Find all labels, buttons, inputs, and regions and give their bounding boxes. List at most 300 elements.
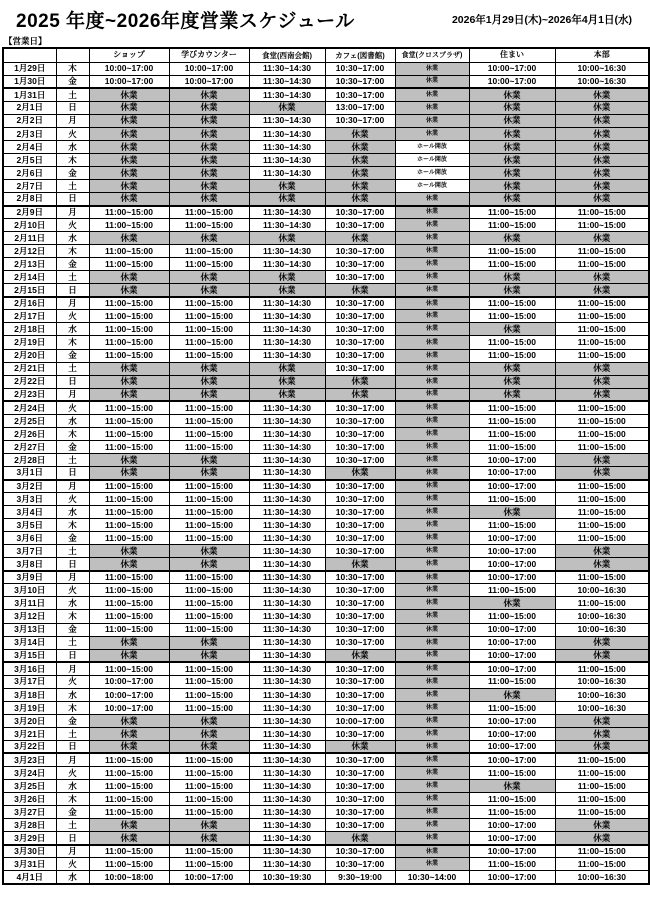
weekday-cell: 火 (56, 767, 89, 780)
schedule-cell: 10:30~17:00 (325, 597, 395, 610)
table-row (3, 793, 649, 806)
schedule-cell: 休業 (395, 819, 469, 832)
schedule-cell: 11:00~15:00 (89, 662, 169, 675)
date-cell: 2月12日 (3, 245, 56, 258)
schedule-cell: 休業 (469, 323, 555, 336)
schedule-cell: 11:00~15:00 (169, 310, 249, 323)
table-row (3, 545, 649, 558)
column-header: ショップ (89, 48, 169, 62)
date-cell: 2月7日 (3, 179, 56, 192)
schedule-cell: 休業 (249, 232, 325, 245)
schedule-cell: 休業 (395, 610, 469, 623)
weekday-cell: 火 (56, 401, 89, 414)
date-cell: 2月13日 (3, 258, 56, 271)
weekday-cell: 木 (56, 701, 89, 714)
schedule-cell: 11:00~15:00 (555, 336, 649, 349)
table-row (3, 845, 649, 858)
schedule-cell: 11:30~14:30 (249, 793, 325, 806)
schedule-cell: 10:30~17:00 (325, 767, 395, 780)
schedule-cell: 11:00~15:00 (469, 584, 555, 597)
schedule-cell: 11:30~14:30 (249, 114, 325, 127)
schedule-cell: 休業 (169, 232, 249, 245)
schedule-cell: 10:30~17:00 (325, 297, 395, 310)
schedule-cell: 11:00~15:00 (169, 427, 249, 440)
date-cell: 2月8日 (3, 192, 56, 205)
date-cell: 1月29日 (3, 62, 56, 75)
schedule-cell: 休業 (395, 323, 469, 336)
schedule-cell: 11:30~14:30 (249, 571, 325, 584)
schedule-cell: 休業 (325, 740, 395, 753)
schedule-cell: 休業 (395, 493, 469, 506)
weekday-cell: 火 (56, 858, 89, 871)
schedule-cell: 11:00~15:00 (555, 662, 649, 675)
schedule-cell: 休業 (249, 271, 325, 284)
schedule-cell: 10:30~17:00 (325, 219, 395, 232)
table-row (3, 349, 649, 362)
weekday-cell: 土 (56, 362, 89, 375)
schedule-cell: 休業 (89, 388, 169, 401)
schedule-cell: 休業 (555, 558, 649, 571)
schedule-cell: 休業 (395, 597, 469, 610)
schedule-cell: 10:30~17:00 (325, 662, 395, 675)
weekday-cell: 水 (56, 140, 89, 153)
schedule-cell: 休業 (169, 114, 249, 127)
schedule-cell: 休業 (169, 636, 249, 649)
schedule-cell: 休業 (395, 427, 469, 440)
schedule-cell: 10:30~17:00 (325, 610, 395, 623)
page-title: 2025 年度~2026年度営業スケジュール (16, 11, 355, 32)
weekday-cell: 土 (56, 545, 89, 558)
weekday-cell: 日 (56, 466, 89, 479)
weekday-cell: 土 (56, 636, 89, 649)
schedule-cell: 10:00~16:30 (555, 871, 649, 884)
schedule-cell: 休業 (169, 127, 249, 140)
schedule-cell: 休業 (555, 636, 649, 649)
weekday-cell: 金 (56, 166, 89, 179)
schedule-cell: 10:00~17:00 (169, 75, 249, 88)
schedule-cell: 11:30~14:30 (249, 414, 325, 427)
schedule-cell: 10:30~17:00 (325, 701, 395, 714)
schedule-cell: 10:30~17:00 (325, 845, 395, 858)
schedule-cell: 11:00~15:00 (89, 597, 169, 610)
schedule-cell: 10:30~17:00 (325, 506, 395, 519)
schedule-cell: 11:30~14:30 (249, 245, 325, 258)
schedule-cell: 休業 (395, 310, 469, 323)
schedule-cell: 10:00~17:00 (469, 636, 555, 649)
schedule-cell: 11:30~14:30 (249, 649, 325, 662)
date-cell: 3月9日 (3, 571, 56, 584)
schedule-cell: 11:00~15:00 (169, 584, 249, 597)
schedule-cell: 11:00~15:00 (89, 323, 169, 336)
schedule-cell: 10:30~17:00 (325, 271, 395, 284)
weekday-cell: 月 (56, 845, 89, 858)
schedule-cell: 11:00~15:00 (169, 688, 249, 701)
table-row (3, 597, 649, 610)
schedule-cell: 11:30~14:30 (249, 727, 325, 740)
column-header: 本部 (555, 48, 649, 62)
schedule-cell: 10:00~17:00 (89, 75, 169, 88)
schedule-cell: 10:00~16:30 (555, 62, 649, 75)
schedule-cell: 11:30~14:30 (249, 545, 325, 558)
schedule-cell: 10:00~17:00 (469, 740, 555, 753)
schedule-cell: 休業 (395, 414, 469, 427)
schedule-cell: 10:30~17:00 (325, 206, 395, 219)
schedule-cell: 11:00~15:00 (89, 427, 169, 440)
weekday-cell: 月 (56, 388, 89, 401)
schedule-cell: 11:30~14:30 (249, 819, 325, 832)
schedule-cell: 11:00~15:00 (469, 349, 555, 362)
schedule-cell: 11:00~15:00 (89, 506, 169, 519)
schedule-cell: 11:00~15:00 (89, 414, 169, 427)
schedule-cell: 11:00~15:00 (469, 258, 555, 271)
column-header-empty (3, 48, 56, 62)
schedule-cell: 休業 (395, 519, 469, 532)
weekday-cell: 水 (56, 414, 89, 427)
date-cell: 2月11日 (3, 232, 56, 245)
weekday-cell: 水 (56, 506, 89, 519)
schedule-cell: 11:00~15:00 (169, 206, 249, 219)
date-cell: 2月2日 (3, 114, 56, 127)
date-cell: 3月6日 (3, 532, 56, 545)
date-cell: 2月27日 (3, 440, 56, 453)
schedule-cell: 休業 (469, 597, 555, 610)
schedule-cell: 11:00~15:00 (169, 662, 249, 675)
table-row (3, 701, 649, 714)
table-row (3, 206, 649, 219)
schedule-cell: 11:00~15:00 (169, 701, 249, 714)
schedule-cell: 休業 (395, 219, 469, 232)
schedule-cell: 11:30~14:30 (249, 349, 325, 362)
schedule-cell: 11:00~15:00 (469, 245, 555, 258)
date-cell: 2月6日 (3, 166, 56, 179)
schedule-cell: 休業 (89, 140, 169, 153)
table-row (3, 649, 649, 662)
schedule-cell: 休業 (325, 192, 395, 205)
table-row (3, 284, 649, 297)
schedule-cell: 11:00~15:00 (89, 806, 169, 819)
schedule-cell: 休業 (89, 819, 169, 832)
schedule-cell: 休業 (249, 179, 325, 192)
table-row (3, 375, 649, 388)
schedule-cell: 11:00~15:00 (555, 427, 649, 440)
schedule-cell: 休業 (395, 245, 469, 258)
schedule-cell: 10:30~17:00 (325, 793, 395, 806)
date-cell: 2月15日 (3, 284, 56, 297)
schedule-cell: 10:00~17:00 (469, 649, 555, 662)
schedule-cell: 10:00~16:30 (555, 701, 649, 714)
weekday-cell: 金 (56, 349, 89, 362)
schedule-cell: 10:00~16:30 (555, 623, 649, 636)
schedule-cell: 11:00~15:00 (555, 414, 649, 427)
schedule-cell: 11:30~14:30 (249, 558, 325, 571)
schedule-cell: 10:00~17:00 (469, 623, 555, 636)
schedule-cell: 休業 (89, 192, 169, 205)
weekday-cell: 日 (56, 558, 89, 571)
schedule-cell: 11:00~15:00 (89, 519, 169, 532)
schedule-cell: 休業 (395, 662, 469, 675)
schedule-cell: 休業 (325, 388, 395, 401)
schedule-cell: 11:00~15:00 (169, 806, 249, 819)
date-cell: 3月5日 (3, 519, 56, 532)
schedule-cell: 休業 (395, 701, 469, 714)
table-row (3, 519, 649, 532)
schedule-cell: 11:30~14:30 (249, 832, 325, 845)
schedule-cell: 11:00~15:00 (469, 440, 555, 453)
schedule-cell: 休業 (169, 832, 249, 845)
schedule-cell: 休業 (395, 440, 469, 453)
weekday-cell: 火 (56, 127, 89, 140)
schedule-cell: 休業 (395, 62, 469, 75)
weekday-cell: 土 (56, 179, 89, 192)
schedule-cell: 10:00~17:00 (325, 714, 395, 727)
schedule-cell: 休業 (469, 153, 555, 166)
schedule-cell: 11:00~15:00 (469, 806, 555, 819)
schedule-cell: 11:00~15:00 (555, 219, 649, 232)
schedule-cell: 11:00~15:00 (89, 532, 169, 545)
schedule-cell: 11:00~15:00 (169, 349, 249, 362)
schedule-cell: 休業 (169, 545, 249, 558)
schedule-cell: 休業 (169, 453, 249, 466)
schedule-cell: 11:00~15:00 (469, 336, 555, 349)
schedule-cell: 休業 (89, 179, 169, 192)
schedule-cell: 休業 (89, 375, 169, 388)
weekday-cell: 日 (56, 649, 89, 662)
schedule-cell: 休業 (555, 179, 649, 192)
table-row (3, 127, 649, 140)
schedule-cell: 休業 (249, 362, 325, 375)
date-cell: 3月11日 (3, 597, 56, 610)
date-range: 2026年1月29日(木)~2026年4月1日(水) (451, 14, 632, 26)
schedule-cell: 休業 (325, 284, 395, 297)
schedule-cell: 休業 (469, 101, 555, 114)
schedule-cell: 10:00~17:00 (469, 62, 555, 75)
schedule-cell: 11:00~15:00 (555, 597, 649, 610)
weekday-cell: 木 (56, 519, 89, 532)
schedule-cell: 11:00~15:00 (169, 532, 249, 545)
schedule-cell: 休業 (555, 153, 649, 166)
schedule-cell: 休業 (555, 362, 649, 375)
table-row (3, 453, 649, 466)
schedule-cell: 10:30~17:00 (325, 401, 395, 414)
schedule-cell: 休業 (89, 114, 169, 127)
schedule-cell: 10:30~17:00 (325, 453, 395, 466)
schedule-cell: 休業 (169, 740, 249, 753)
schedule-cell: 11:30~14:30 (249, 532, 325, 545)
schedule-cell: 11:00~15:00 (169, 858, 249, 871)
schedule-cell: 10:00~17:00 (89, 688, 169, 701)
schedule-cell: 休業 (395, 506, 469, 519)
schedule-cell: 11:00~15:00 (89, 245, 169, 258)
table-row (3, 232, 649, 245)
schedule-cell: 休業 (395, 675, 469, 688)
schedule-cell: 11:30~14:30 (249, 258, 325, 271)
date-cell: 3月23日 (3, 753, 56, 766)
weekday-cell: 金 (56, 532, 89, 545)
schedule-cell: 休業 (555, 714, 649, 727)
schedule-cell: 休業 (469, 362, 555, 375)
schedule-cell: 11:00~15:00 (169, 623, 249, 636)
date-cell: 3月26日 (3, 793, 56, 806)
schedule-cell: 11:30~14:30 (249, 466, 325, 479)
schedule-cell: 10:00~17:00 (169, 871, 249, 884)
schedule-cell: 11:30~14:30 (249, 584, 325, 597)
weekday-cell: 日 (56, 375, 89, 388)
schedule-cell: 休業 (395, 649, 469, 662)
schedule-cell: 10:30~17:00 (325, 584, 395, 597)
schedule-cell: 11:00~15:00 (89, 610, 169, 623)
date-cell: 3月27日 (3, 806, 56, 819)
date-cell: 3月31日 (3, 858, 56, 871)
schedule-cell: 10:30~17:00 (325, 75, 395, 88)
schedule-cell: 11:00~15:00 (169, 480, 249, 493)
schedule-cell: 11:00~15:00 (89, 858, 169, 871)
schedule-cell: 11:30~14:30 (249, 127, 325, 140)
table-row (3, 480, 649, 493)
column-header: カフェ(図書館) (325, 48, 395, 62)
schedule-cell: 11:00~15:00 (89, 571, 169, 584)
date-cell: 3月21日 (3, 727, 56, 740)
schedule-cell: 休業 (325, 127, 395, 140)
schedule-cell: 休業 (469, 780, 555, 793)
schedule-cell: 11:00~15:00 (555, 349, 649, 362)
schedule-cell: 休業 (395, 114, 469, 127)
schedule-cell: 休業 (555, 192, 649, 205)
date-cell: 2月28日 (3, 453, 56, 466)
schedule-cell: 11:00~15:00 (89, 206, 169, 219)
schedule-cell: 休業 (395, 793, 469, 806)
schedule-cell: 休業 (169, 140, 249, 153)
weekday-cell: 日 (56, 740, 89, 753)
schedule-cell: 10:30~14:00 (395, 871, 469, 884)
schedule-cell: 休業 (169, 284, 249, 297)
date-cell: 3月19日 (3, 701, 56, 714)
schedule-cell: 休業 (469, 388, 555, 401)
schedule-cell: 休業 (325, 649, 395, 662)
table-row (3, 571, 649, 584)
table-row (3, 362, 649, 375)
schedule-cell: 休業 (395, 101, 469, 114)
weekday-cell: 火 (56, 219, 89, 232)
schedule-cell: 11:30~14:30 (249, 493, 325, 506)
schedule-cell: 11:30~14:30 (249, 297, 325, 310)
schedule-cell: 11:30~14:30 (249, 662, 325, 675)
schedule-cell: 11:00~15:00 (469, 206, 555, 219)
date-cell: 3月1日 (3, 466, 56, 479)
schedule-cell: 11:00~15:00 (169, 793, 249, 806)
date-cell: 3月14日 (3, 636, 56, 649)
schedule-cell: 10:00~16:30 (555, 75, 649, 88)
schedule-cell: 11:30~14:30 (249, 597, 325, 610)
column-header: 食堂(西南会館) (249, 48, 325, 62)
schedule-cell: 休業 (395, 336, 469, 349)
table-row (3, 388, 649, 401)
schedule-cell: 休業 (249, 284, 325, 297)
schedule-cell: 11:00~15:00 (469, 793, 555, 806)
date-cell: 2月10日 (3, 219, 56, 232)
schedule-cell: 休業 (395, 858, 469, 871)
schedule-cell: 11:00~15:00 (555, 767, 649, 780)
table-row (3, 88, 649, 101)
schedule-cell: 10:00~17:00 (169, 62, 249, 75)
schedule-cell: 11:30~14:30 (249, 701, 325, 714)
schedule-cell: 休業 (555, 649, 649, 662)
schedule-cell: 休業 (89, 466, 169, 479)
schedule-cell: 10:00~17:00 (469, 753, 555, 766)
schedule-cell: 休業 (395, 714, 469, 727)
date-cell: 3月3日 (3, 493, 56, 506)
schedule-cell: 休業 (169, 819, 249, 832)
schedule-cell: 10:30~17:00 (325, 545, 395, 558)
table-row (3, 62, 649, 75)
schedule-cell: 休業 (249, 388, 325, 401)
schedule-cell: 11:00~15:00 (555, 506, 649, 519)
schedule-cell: 休業 (89, 649, 169, 662)
table-row (3, 506, 649, 519)
weekday-cell: 金 (56, 440, 89, 453)
table-row (3, 688, 649, 701)
schedule-cell: 11:00~15:00 (89, 349, 169, 362)
schedule-cell: 休業 (89, 453, 169, 466)
schedule-cell: 11:00~15:00 (469, 297, 555, 310)
schedule-cell: 休業 (169, 192, 249, 205)
schedule-cell: 11:30~14:30 (249, 427, 325, 440)
schedule-cell: 11:00~15:00 (169, 414, 249, 427)
date-cell: 2月3日 (3, 127, 56, 140)
schedule-cell: 10:30~17:00 (325, 323, 395, 336)
schedule-cell: 11:00~15:00 (555, 297, 649, 310)
schedule-cell: 休業 (89, 558, 169, 571)
schedule-cell: 11:30~14:30 (249, 610, 325, 623)
table-row (3, 179, 649, 192)
schedule-cell: 10:30~17:00 (325, 414, 395, 427)
schedule-cell: 休業 (469, 375, 555, 388)
schedule-cell: 休業 (555, 101, 649, 114)
schedule-cell: 11:30~14:30 (249, 206, 325, 219)
date-cell: 2月23日 (3, 388, 56, 401)
schedule-cell: 11:00~15:00 (555, 480, 649, 493)
schedule-cell: 11:30~14:30 (249, 219, 325, 232)
date-cell: 2月19日 (3, 336, 56, 349)
date-cell: 3月25日 (3, 780, 56, 793)
table-row (3, 675, 649, 688)
schedule-cell: 休業 (395, 284, 469, 297)
schedule-cell: 休業 (89, 153, 169, 166)
schedule-cell: 休業 (469, 166, 555, 179)
schedule-cell: 11:30~14:30 (249, 636, 325, 649)
table-row (3, 323, 649, 336)
date-cell: 2月5日 (3, 153, 56, 166)
schedule-cell: 11:00~15:00 (89, 297, 169, 310)
schedule-cell: 11:00~15:00 (169, 493, 249, 506)
schedule-cell: 11:00~15:00 (469, 610, 555, 623)
schedule-cell: 休業 (89, 545, 169, 558)
table-row (3, 493, 649, 506)
weekday-cell: 日 (56, 101, 89, 114)
table-row (3, 636, 649, 649)
schedule-cell: 休業 (395, 127, 469, 140)
schedule-cell: 10:30~17:00 (325, 688, 395, 701)
schedule-cell: 休業 (89, 101, 169, 114)
schedule-cell: 10:00~17:00 (469, 545, 555, 558)
schedule-cell: 休業 (395, 832, 469, 845)
table-row (3, 245, 649, 258)
schedule-cell: 10:30~17:00 (325, 623, 395, 636)
schedule-cell: 10:00~17:00 (89, 675, 169, 688)
schedule-cell: 休業 (89, 88, 169, 101)
schedule-cell: 休業 (169, 727, 249, 740)
schedule-cell: 10:30~17:00 (325, 88, 395, 101)
schedule-cell: 10:30~17:00 (325, 753, 395, 766)
